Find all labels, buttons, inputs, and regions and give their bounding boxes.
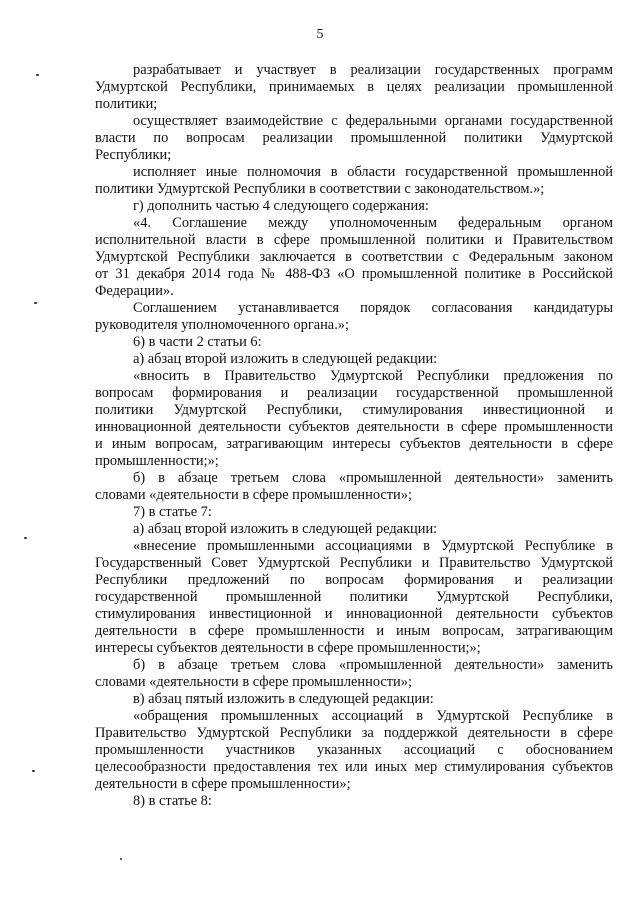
paragraph-line: б) в абзаце третьем слова «промышленной деятельности» заменить bbox=[133, 657, 613, 673]
paragraph bbox=[95, 113, 613, 164]
scan-mark bbox=[32, 770, 35, 772]
paragraph-line: а) абзац второй изложить в следующей редакции: bbox=[133, 521, 438, 537]
paragraph-line: «вносить в Правительство Удмуртской Республики предложения по bbox=[133, 368, 613, 384]
paragraph-line: 8) в статье 8: bbox=[133, 793, 212, 809]
paragraph-line: политики; bbox=[95, 96, 158, 112]
scan-mark bbox=[24, 537, 27, 539]
paragraph-line: Правительство Удмуртской Республики за поддержкой деятельности в сфере bbox=[95, 725, 613, 741]
document-body bbox=[95, 62, 613, 810]
paragraph-line: а) абзац второй изложить в следующей редакции: bbox=[133, 351, 438, 367]
paragraph bbox=[95, 470, 613, 504]
paragraph-line: исполняет иные полномочия в области государственной промышленной bbox=[133, 164, 613, 180]
paragraph-line: власти по вопросам реализации промышленной политики Удмуртской bbox=[95, 130, 613, 146]
paragraph-line: инновационной деятельности субъектов деятельности в сфере промышленности bbox=[95, 419, 613, 435]
paragraph-line: Государственный Совет Удмуртской Республики и Правительство Удмуртской bbox=[95, 555, 613, 571]
paragraph-line: и иным вопросам, затрагивающим интересы субъектов деятельности в сфере bbox=[95, 436, 613, 452]
paragraph-line: Удмуртской Республики заключается в соответствии с Федеральным законом bbox=[95, 249, 613, 265]
paragraph-line: Федерации». bbox=[95, 283, 174, 299]
paragraph-line: деятельности в сфере промышленности»; bbox=[95, 776, 351, 792]
paragraph-line: исполнительной власти в сфере промышленной политики и Правительством bbox=[95, 232, 613, 248]
paragraph-line: 6) в части 2 статьи 6: bbox=[133, 334, 262, 350]
paragraph-line: «4. Соглашение между уполномоченным федеральным органом bbox=[133, 215, 613, 231]
paragraph bbox=[95, 657, 613, 691]
paragraph-line: словами «деятельности в сфере промышленности»; bbox=[95, 487, 412, 503]
paragraph-line: государственной промышленной политики Удмуртской Республики, bbox=[95, 589, 613, 605]
paragraph bbox=[95, 691, 613, 708]
paragraph-line: целесообразности предоставления тех или иных мер стимулирования субъектов bbox=[95, 759, 613, 775]
paragraph-line: Республики; bbox=[95, 147, 172, 163]
paragraph bbox=[95, 521, 613, 538]
paragraph-line: вопросам формирования и реализации государственной промышленной bbox=[95, 385, 613, 401]
paragraph bbox=[95, 708, 613, 793]
paragraph-line: б) в абзаце третьем слова «промышленной деятельности» заменить bbox=[133, 470, 613, 486]
paragraph-line: интересы субъектов деятельности в сфере промышленности;»; bbox=[95, 640, 481, 656]
scan-mark bbox=[36, 74, 39, 76]
paragraph-line: «обращения промышленных ассоциаций в Удмуртской Республике в bbox=[133, 708, 613, 724]
paragraph bbox=[95, 334, 613, 351]
paragraph-line: промышленности;»; bbox=[95, 453, 219, 469]
scan-mark bbox=[120, 858, 122, 860]
paragraph bbox=[95, 215, 613, 300]
paragraph-line: Удмуртской Республики, принимаемых в целях реализации промышленной bbox=[95, 79, 613, 95]
paragraph-line: г) дополнить частью 4 следующего содержания: bbox=[133, 198, 429, 214]
paragraph-line: «внесение промышленными ассоциациями в Удмуртской Республике в bbox=[133, 538, 613, 554]
paragraph bbox=[95, 793, 613, 810]
paragraph-line: политики Удмуртской Республики в соответствии с законодательством.»; bbox=[95, 181, 545, 197]
paragraph bbox=[95, 538, 613, 657]
paragraph-line: осуществляет взаимодействие с федеральными органами государственной bbox=[133, 113, 613, 129]
page-number: 5 bbox=[316, 27, 324, 42]
paragraph-line: 7) в статье 7: bbox=[133, 504, 212, 520]
scan-mark bbox=[34, 302, 37, 304]
paragraph-line: словами «деятельности в сфере промышленности»; bbox=[95, 674, 412, 690]
paragraph bbox=[95, 300, 613, 334]
paragraph-line: в) абзац пятый изложить в следующей редакции: bbox=[133, 691, 434, 707]
paragraph-line: разрабатывает и участвует в реализации государственных программ bbox=[133, 62, 613, 78]
paragraph bbox=[95, 164, 613, 198]
paragraph-line: политики Удмуртской Республики, стимулирования инвестиционной и bbox=[95, 402, 613, 418]
paragraph-line: от 31 декабря 2014 года № 488-ФЗ «О промышленной политике в Российской bbox=[95, 266, 613, 282]
paragraph bbox=[95, 198, 613, 215]
paragraph bbox=[95, 504, 613, 521]
paragraph-line: Соглашением устанавливается порядок согласования кандидатуры bbox=[133, 300, 613, 316]
paragraph-line: промышленности участников указанных ассоциаций с обоснованием bbox=[95, 742, 613, 758]
paragraph-line: Республики предложений по вопросам формирования и реализации bbox=[95, 572, 613, 588]
paragraph-line: стимулирования инвестиционной и инновационной деятельности субъектов bbox=[95, 606, 613, 622]
paragraph-line: деятельности в сфере промышленности и иным вопросам, затрагивающим bbox=[95, 623, 613, 639]
paragraph bbox=[95, 351, 613, 368]
paragraph bbox=[95, 62, 613, 113]
paragraph-line: руководителя уполномоченного органа.»; bbox=[95, 317, 349, 333]
paragraph bbox=[95, 368, 613, 470]
